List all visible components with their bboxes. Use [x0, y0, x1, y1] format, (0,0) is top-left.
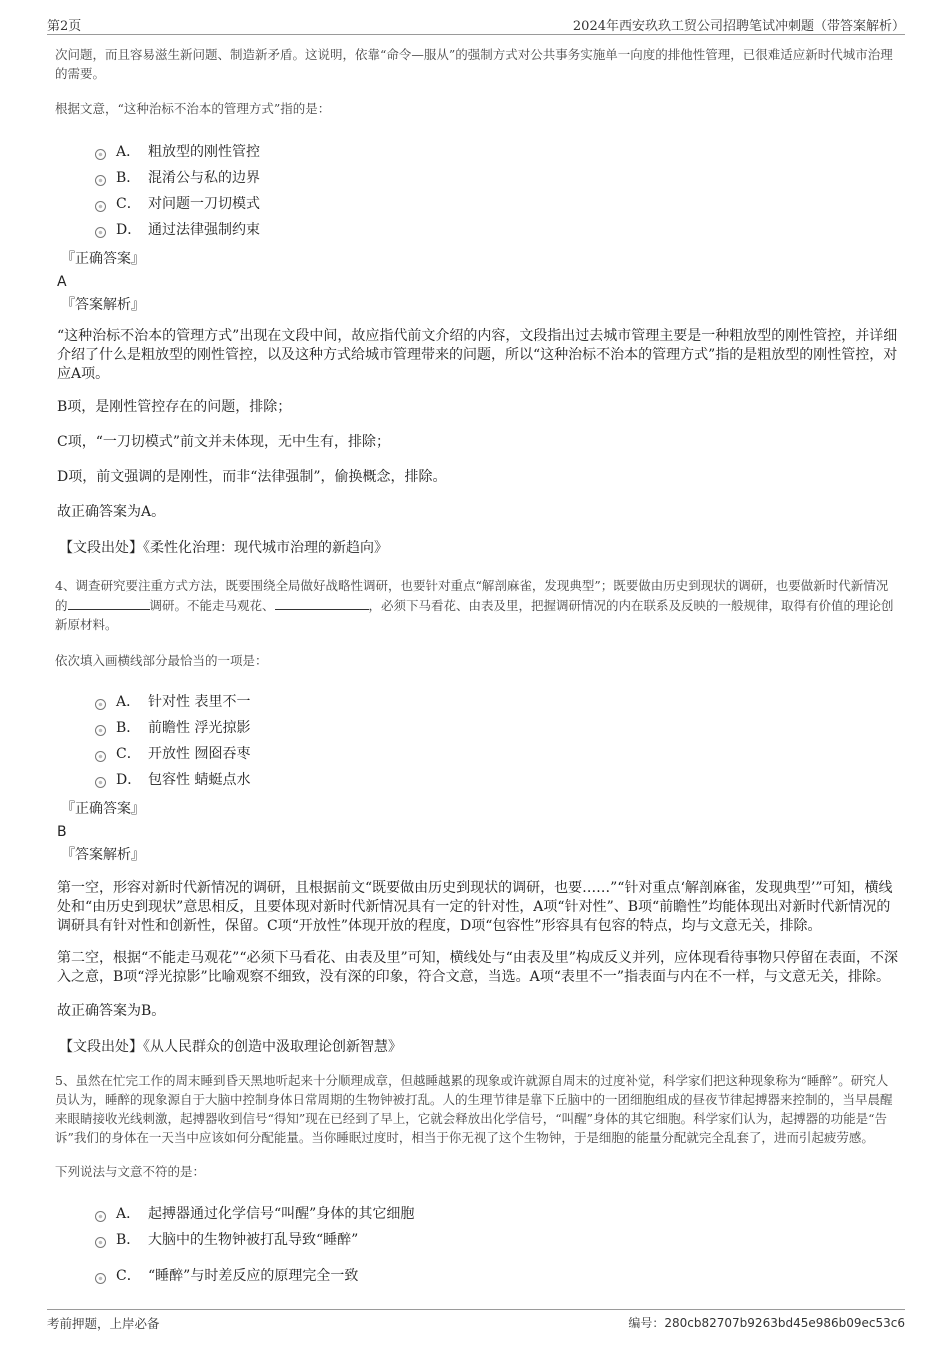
radio-icon[interactable]	[95, 1273, 106, 1284]
option-d[interactable]: D． 通过法律强制约束	[95, 217, 900, 243]
page-content	[55, 45, 900, 1289]
question-stem: 5、虽然在忙完工作的周末睡到昏天黑地听起来十分顺理成章，但越睡越累的现象或许就源自周末的过度补觉，科学家们把这种现象称为“睡醉”。研究人员认为，睡醉的现象源自于大脑中控制身体日常周期的生物钟被打乱。人的生理节律是靠下丘脑中的一团细胞组成的昼夜节律起搏器来控制的，当早晨醒来眼睛接收光线刺激，起搏器收到信号“得知”现在已经到了早上，它就会释放出化学信号，“叫醒”身体的其它细胞。科学家们认为，起搏器的功能是“告诉”我们的身体在一天当中应该如何分配能量。当你睡眠过度时，相当于你无视了这个生物钟，于是细胞的能量分配就完全乱套了，进而引起疲劳感。	[55, 1073, 893, 1145]
option-c[interactable]: C． 对问题一刀切模式	[95, 191, 900, 217]
option-b[interactable]: B． 大脑中的生物钟被打乱导致“睡醉”	[95, 1227, 900, 1253]
question-3	[55, 45, 900, 558]
page-footer	[47, 1309, 905, 1332]
page-number: 第2页	[47, 19, 82, 34]
analysis-label: 『答案解析』	[61, 297, 145, 313]
question-stem-continued: 次问题，而且容易滋生新问题、制造新矛盾。这说明，依靠“命令—服从”的强制方式对公共事务实施单一向度的排他性管理，已很难适应新时代城市治理的需要。	[55, 47, 893, 81]
option-a[interactable]: A． 针对性 表里不一	[95, 689, 900, 715]
analysis-label: 『答案解析』	[61, 847, 145, 863]
analysis-paragraph: 第一空，形容对新时代新情况的调研，且根据前文“既要做由历史到现状的调研，也要……”“针对重点‘解剖麻雀，发现典型’”可知，横线处和“由历史到现状”意思相反，且要体现对新时代新情况具有一定的针对性，A项“针对性”、B项“前瞻性”均能体现出对新时代新情况的调研具有针对性和创新性，保留。C项“开放性”体现开放的程度，D项“包容性”形容具有包容的特点，均与文意无关，排除。	[57, 880, 893, 934]
fill-blank-1	[68, 595, 150, 610]
source-citation: 【文段出处】《柔性化治理：现代城市治理的新趋向》	[59, 540, 388, 556]
question-stem: 4、调查研究要注重方式方法，既要围绕全局做好战略性调研，也要针对重点“解剖麻雀，发现典型”；既要做由历史到现状的调研，也要做新时代新情况的 调研。不能走马观花、 ，必须下马看花、由表及里，把握调研情况的内在联系及反映的一般规律，取得有价值的理论创新原材料。	[55, 578, 894, 632]
correct-answer: A	[57, 274, 67, 290]
analysis-paragraph: D项，前文强调的是刚性，而非“法律强制”，偷换概念，排除。	[57, 469, 447, 485]
question-5	[55, 1071, 900, 1289]
footer-slogan: 考前押题，上岸必备	[47, 1316, 160, 1331]
question-prompt: 下列说法与文意不符的是：	[55, 1164, 206, 1179]
option-a[interactable]: A． 粗放型的刚性管控	[95, 139, 900, 165]
question-prompt: 根据文意，“这种治标不治本的管理方式”指的是：	[55, 101, 331, 116]
radio-icon[interactable]	[95, 201, 106, 212]
question-4	[55, 576, 900, 1057]
question-prompt: 依次填入画横线部分最恰当的一项是：	[55, 653, 268, 668]
radio-icon[interactable]	[95, 1211, 106, 1222]
analysis-paragraph: C项，“一刀切模式”前文并未体现，无中生有，排除；	[57, 434, 391, 450]
option-list	[95, 689, 900, 793]
fill-blank-2	[275, 595, 369, 610]
page-header	[47, 14, 905, 35]
radio-icon[interactable]	[95, 175, 106, 186]
option-list	[95, 1201, 900, 1289]
document-title: 2024年西安玖玖工贸公司招聘笔试冲刺题（带答案解析）	[572, 19, 905, 34]
option-b[interactable]: B． 前瞻性 浮光掠影	[95, 715, 900, 741]
radio-icon[interactable]	[95, 149, 106, 160]
radio-icon[interactable]	[95, 725, 106, 736]
analysis-conclusion: 故正确答案为A。	[57, 504, 166, 520]
radio-icon[interactable]	[95, 751, 106, 762]
option-a[interactable]: A． 起搏器通过化学信号“叫醒”身体的其它细胞	[95, 1201, 900, 1227]
option-c[interactable]: C． “睡醉”与时差反应的原理完全一致	[95, 1263, 900, 1289]
radio-icon[interactable]	[95, 777, 106, 788]
correct-answer-label: 『正确答案』	[61, 251, 145, 267]
option-d[interactable]: D． 包容性 蜻蜓点水	[95, 767, 900, 793]
option-c[interactable]: C． 开放性 囫囵吞枣	[95, 741, 900, 767]
option-b[interactable]: B． 混淆公与私的边界	[95, 165, 900, 191]
source-citation: 【文段出处】《从人民群众的创造中汲取理论创新智慧》	[59, 1039, 402, 1055]
correct-answer-label: 『正确答案』	[61, 801, 145, 817]
analysis-paragraph: B项，是刚性管控存在的问题，排除；	[57, 399, 292, 415]
radio-icon[interactable]	[95, 699, 106, 710]
document-code: 编号：280cb82707b9263bd45e986b09ec53c6	[628, 1316, 905, 1330]
radio-icon[interactable]	[95, 227, 106, 238]
analysis-conclusion: 故正确答案为B。	[57, 1003, 166, 1019]
option-list	[95, 139, 900, 243]
analysis-paragraph: 第二空，根据“不能走马观花”“必须下马看花、由表及里”可知，横线处与“由表及里”构成反义并列，应体现看待事物只停留在表面，不深入之意，B项“浮光掠影”比喻观察不细致，没有深的印象，符合文意，当选。A项“表里不一”指表面与内在不一样，与文意无关，排除。	[57, 950, 898, 985]
correct-answer: B	[57, 824, 67, 840]
radio-icon[interactable]	[95, 1237, 106, 1248]
analysis-paragraph: “这种治标不治本的管理方式”出现在文段中间，故应指代前文介绍的内容，文段指出过去城市管理主要是一种粗放型的刚性管控，并详细介绍了什么是粗放型的刚性管控，以及这种方式给城市管理带来的问题，所以“这种治标不治本的管理方式”指的是粗放型的刚性管控，对应A项。	[57, 328, 898, 382]
